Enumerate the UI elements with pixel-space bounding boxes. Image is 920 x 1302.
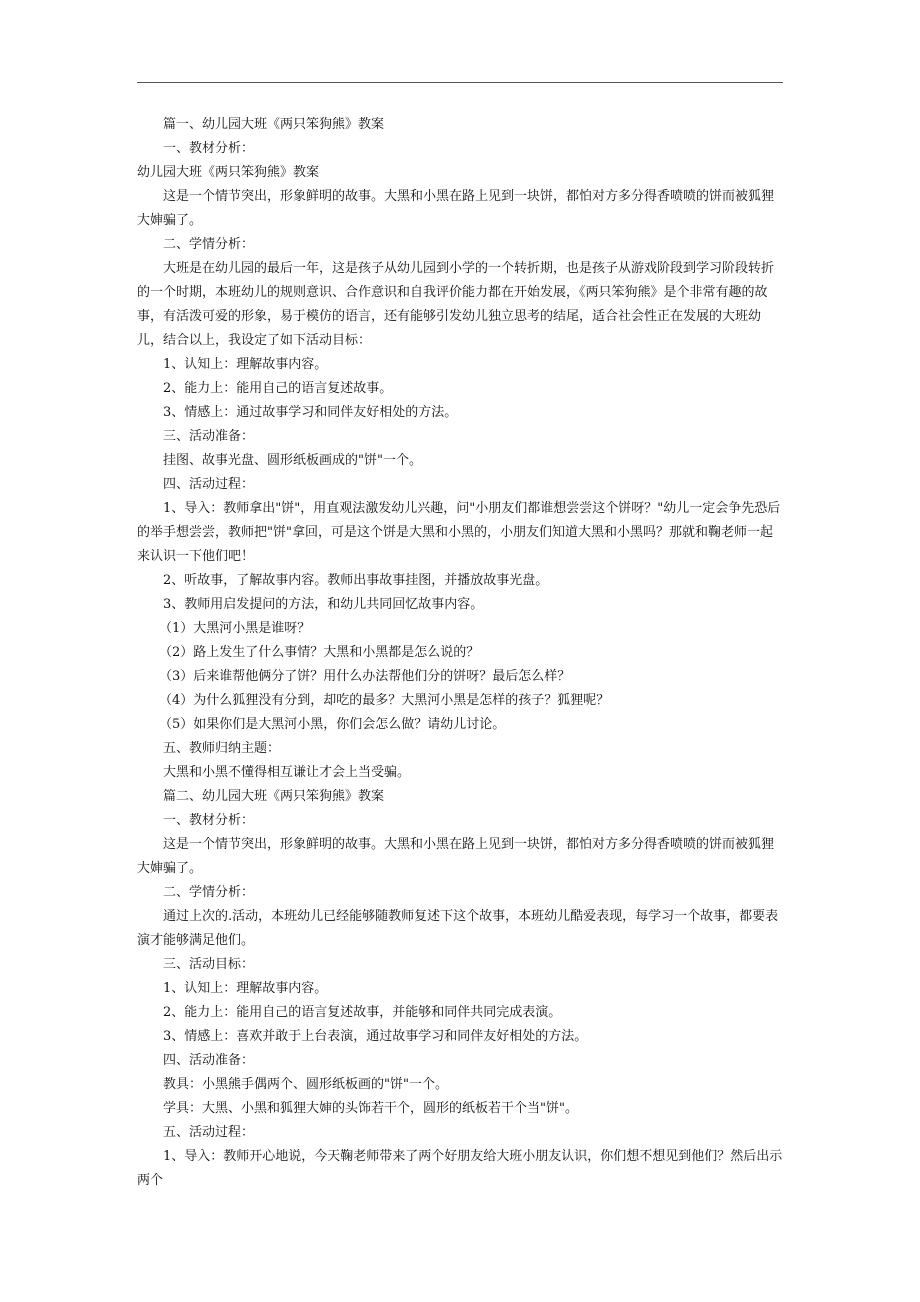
paragraph: 这是一个情节突出，形象鲜明的故事。大黑和小黑在路上见到一块饼，都怕对方多分得香喷喷的饼而被狐狸大婶骗了。 xyxy=(137,837,775,876)
paragraph: 学具：大黑、小黑和狐狸大婶的头饰若干个，圆形的纸板若干个当"饼"。 xyxy=(163,1101,578,1116)
paragraph: （5）如果你们是大黑河小黑，你们会怎么做？请幼儿讨论。 xyxy=(159,717,506,732)
paragraph: 二、学情分析： xyxy=(163,885,255,900)
paragraph: 1、导入：教师开心地说，今天鞠老师带来了两个好朋友给大班小朋友认识，你们想不想见到他们？然后出示两个 xyxy=(137,1149,783,1188)
paragraph: （1）大黑河小黑是谁呀？ xyxy=(159,621,311,636)
paragraph: 教具：小黑熊手偶两个、圆形纸板画的"饼"一个。 xyxy=(163,1077,448,1092)
paragraph: 3、情感上：喜欢并敢于上台表演，通过故事学习和同伴友好相处的方法。 xyxy=(163,1029,588,1044)
paragraph: 2、能力上：能用自己的语言复述故事，并能够和同伴共同完成表演。 xyxy=(163,1005,562,1020)
paragraph: 2、听故事，了解故事内容。教师出事故事挂图，并播放故事光盘。 xyxy=(163,573,549,588)
paragraph: 大班是在幼儿园的最后一年，这是孩子从幼儿园到小学的一个转折期，也是孩子从游戏阶段到学习阶段转折的一个时期，本班幼儿的规则意识、合作意识和自我评价能力都在开始发展，《两只笨狗熊》是个非常有趣的故事，有活泼可爱的形象，易于模仿的语言，还有能够引发幼儿独立思考的结尾，适合社会性正在发展的大班幼儿，结合以上，我设定了如下活动目标： xyxy=(137,261,775,348)
paragraph: 一、教材分析： xyxy=(163,813,255,828)
document-body xyxy=(137,113,783,1193)
paragraph: 2、能力上：能用自己的语言复述故事。 xyxy=(163,381,393,396)
paragraph: 1、认知上：理解故事内容。 xyxy=(163,357,328,372)
paragraph: 四、活动过程： xyxy=(163,477,255,492)
paragraph: 五、教师归纳主题： xyxy=(163,741,281,756)
paragraph: 3、情感上：通过故事学习和同伴友好相处的方法。 xyxy=(163,405,458,420)
paragraph: 3、教师用启发提问的方法，和幼儿共同回忆故事内容。 xyxy=(163,597,484,612)
paragraph: 1、导入：教师拿出"饼"，用直观法激发幼儿兴趣，问"小朋友们都谁想尝尝这个饼呀？"幼儿一定会争先恐后的举手想尝尝，教师把"饼"拿回，可是这个饼是大黑和小黑的，小朋友们知道大黑和小黑吗？那就和鞠老师一起来认识一下他们吧！ xyxy=(137,501,781,564)
paragraph: 通过上次的.活动，本班幼儿已经能够随教师复述下这个故事，本班幼儿酷爱表现，每学习一个故事，都要表演才能够满足他们。 xyxy=(137,909,779,948)
paragraph: 一、教材分析： xyxy=(163,141,255,156)
paragraph: 五、活动过程： xyxy=(163,1125,255,1140)
paragraph: （3）后来谁帮他俩分了饼？用什么办法帮他们分的饼呀？最后怎么样？ xyxy=(159,669,571,684)
paragraph: 三、活动目标： xyxy=(163,957,255,972)
paragraph: 三、活动准备： xyxy=(163,429,255,444)
paragraph: 幼儿园大班《两只笨狗熊》教案 xyxy=(137,165,320,180)
paragraph: 1、认知上：理解故事内容。 xyxy=(163,981,328,996)
paragraph: 这是一个情节突出，形象鲜明的故事。大黑和小黑在路上见到一块饼，都怕对方多分得香喷喷的饼而被狐狸大婶骗了。 xyxy=(137,189,775,228)
paragraph: 篇一、幼儿园大班《两只笨狗熊》教案 xyxy=(163,117,385,132)
paragraph: （4）为什么狐狸没有分到，却吃的最多？大黑河小黑是怎样的孩子？狐狸呢？ xyxy=(159,693,610,708)
header-rule xyxy=(137,82,783,83)
paragraph: （2）路上发生了什么事情？大黑和小黑都是怎么说的？ xyxy=(159,645,480,660)
paragraph: 挂图、故事光盘、圆形纸板画成的"饼"一个。 xyxy=(163,453,422,468)
paragraph: 二、学情分析： xyxy=(163,237,255,252)
paragraph: 篇二、幼儿园大班《两只笨狗熊》教案 xyxy=(163,789,385,804)
paragraph: 四、活动准备： xyxy=(163,1053,255,1068)
paragraph: 大黑和小黑不懂得相互谦让才会上当受骗。 xyxy=(163,765,411,780)
